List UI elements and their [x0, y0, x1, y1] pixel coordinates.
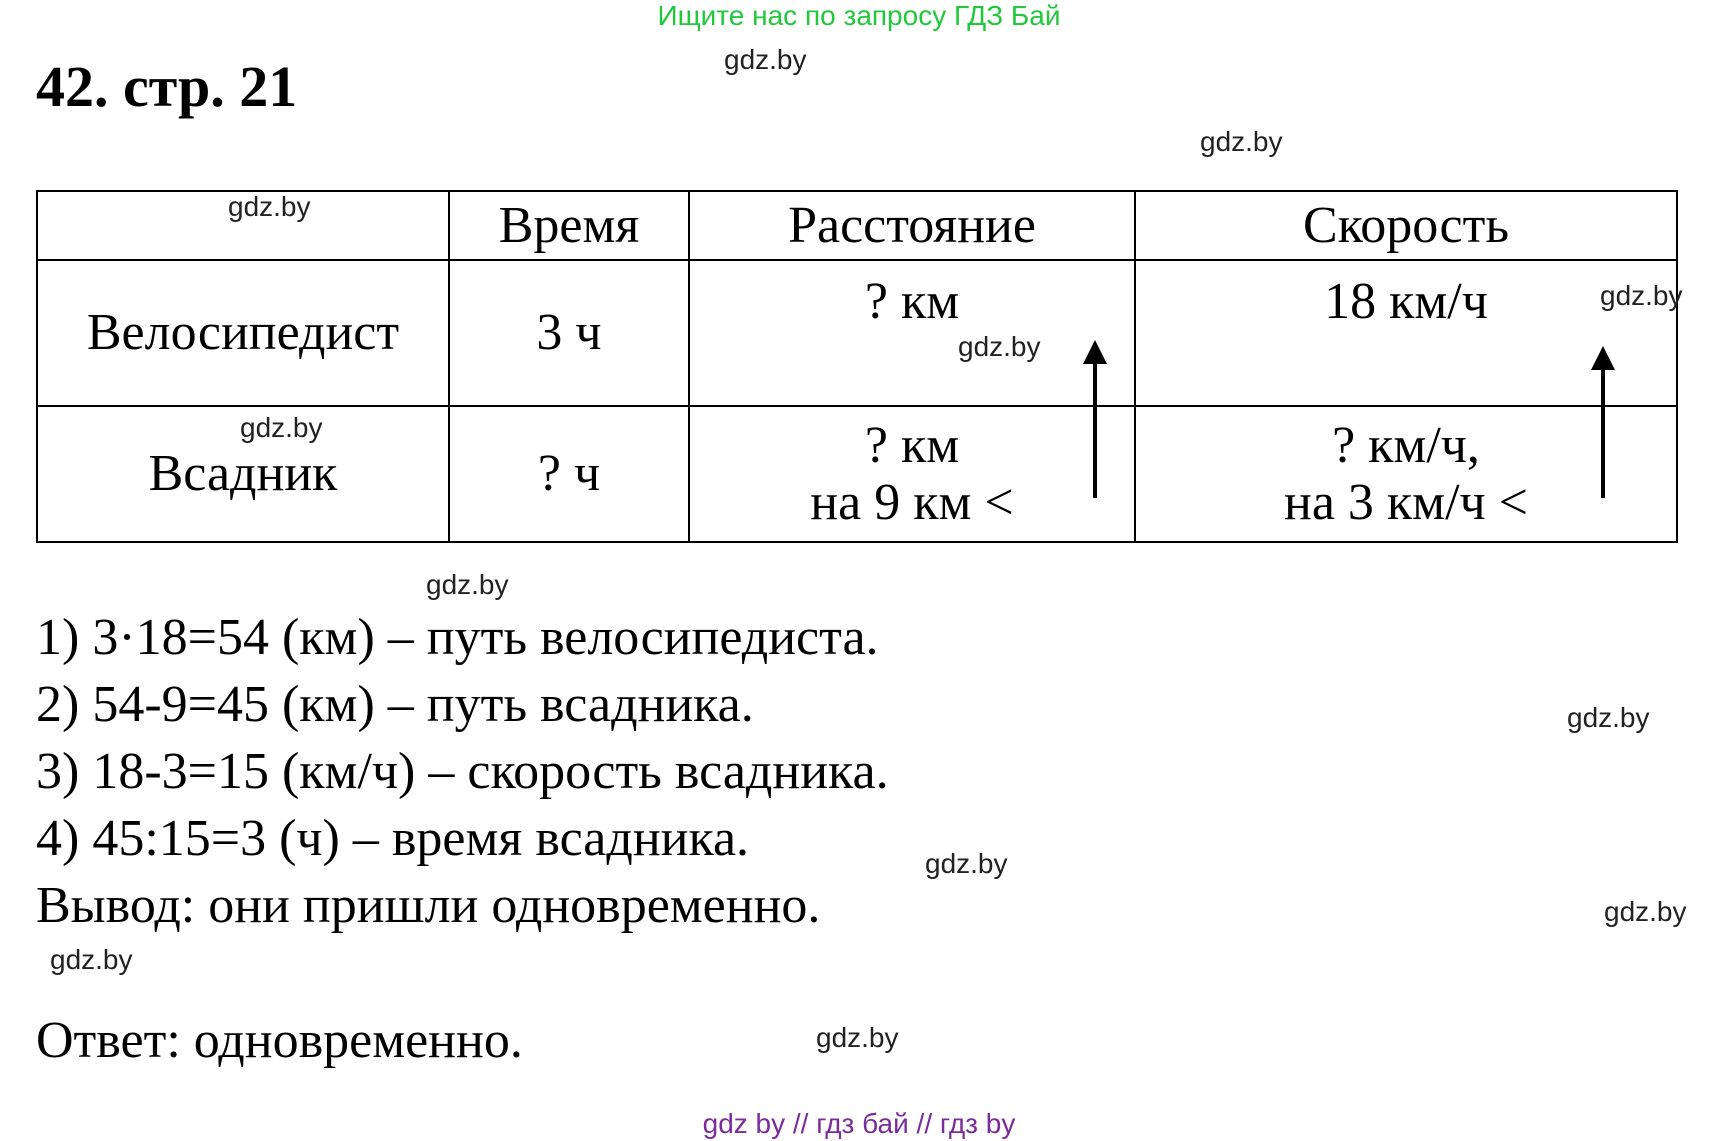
distance-arrow-icon	[1093, 360, 1097, 498]
watermark: gdz.by	[925, 848, 1008, 879]
solution-step-4: 4) 45:15=3 (ч) – время всадника.	[36, 810, 750, 867]
rider-speed-value: ? км/ч,	[1332, 416, 1480, 474]
answer: Ответ: одновременно.	[36, 1012, 523, 1069]
watermark: gdz.by	[50, 944, 133, 975]
page-title: 42. стр. 21	[36, 54, 298, 119]
rider-distance-compare: на 9 км <	[810, 474, 1014, 531]
rider-time: ? ч	[449, 406, 689, 542]
rider-speed-compare: на 3 км/ч <	[1283, 474, 1528, 531]
footer-links: gdz by // гдз бай // гдз by	[702, 1108, 1016, 1139]
watermark: gdz.by	[1200, 126, 1283, 157]
header-distance: Расстояние	[689, 191, 1135, 260]
watermark: gdz.by	[958, 331, 1041, 362]
rider-distance	[689, 406, 1135, 542]
watermark: gdz.by	[426, 569, 509, 600]
solution-step-1: 1) 3·18=54 (км) – путь велосипедиста.	[36, 609, 879, 666]
speed-arrow-icon	[1601, 366, 1605, 498]
cyclist-speed	[1135, 260, 1677, 406]
search-banner: Ищите нас по запросу ГДЗ Бай	[657, 0, 1061, 31]
cyclist-name: Велосипедист	[37, 260, 449, 406]
rider-distance-value: ? км	[864, 416, 960, 474]
header-speed: Скорость	[1135, 191, 1677, 260]
watermark: gdz.by	[240, 412, 323, 443]
rider-speed	[1135, 406, 1677, 542]
watermark: gdz.by	[816, 1022, 899, 1053]
cyclist-distance	[689, 260, 1135, 406]
cyclist-distance-value: ? км	[864, 273, 960, 330]
conclusion: Вывод: они пришли одновременно.	[36, 877, 821, 934]
cyclist-speed-value: 18 км/ч	[1324, 273, 1488, 330]
watermark: gdz.by	[1600, 280, 1683, 311]
task-table	[36, 190, 1678, 543]
watermark: gdz.by	[1567, 702, 1650, 733]
rider-name: Всадник	[37, 406, 449, 542]
watermark: gdz.by	[1604, 896, 1687, 927]
solution-step-2: 2) 54-9=45 (км) – путь всадника.	[36, 676, 754, 733]
cyclist-time: 3 ч	[449, 260, 689, 406]
watermark: gdz.by	[724, 44, 807, 75]
header-time: Время	[449, 191, 689, 260]
table-row	[37, 260, 1677, 406]
watermark: gdz.by	[228, 191, 311, 222]
solution-step-3: 3) 18-3=15 (км/ч) – скорость всадника.	[36, 743, 889, 800]
